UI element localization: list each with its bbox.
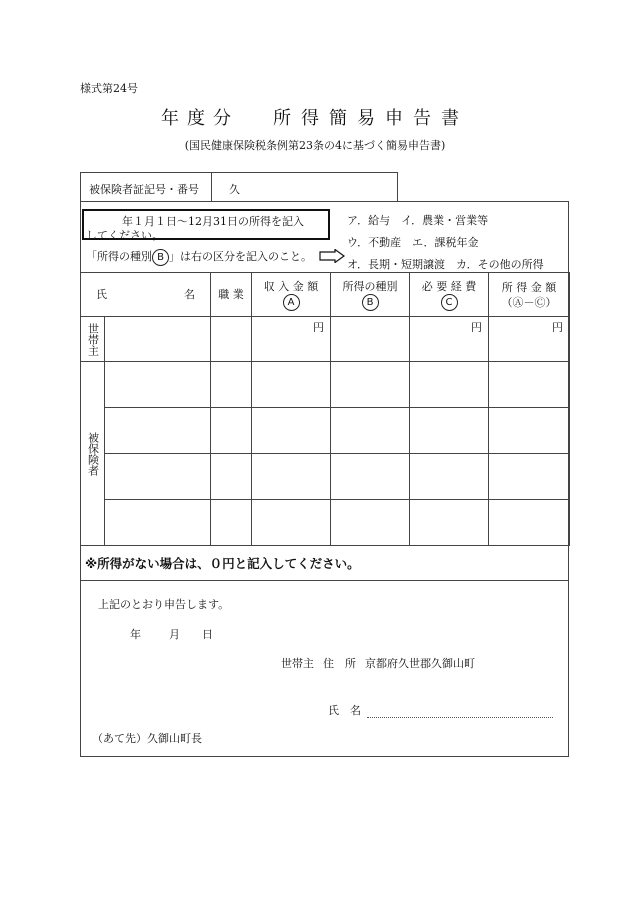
insured-expense-cell[interactable]: [410, 408, 489, 454]
arrow-right-icon: [319, 249, 345, 263]
table-row: [81, 500, 570, 546]
header-name: 氏 名: [81, 273, 211, 317]
instruction-line-2: してください。: [86, 229, 163, 242]
insured-occupation-cell[interactable]: [211, 408, 252, 454]
insured-id-label: 被保険者証記号・番号: [89, 183, 199, 196]
title-fiscal-year: 年度分: [161, 108, 239, 129]
address-line: [281, 655, 475, 671]
householder-amount-cell[interactable]: 円: [489, 317, 570, 362]
insured-kind-cell[interactable]: [331, 408, 410, 454]
householder-name-cell[interactable]: [105, 317, 211, 362]
header-occupation: 職 業: [211, 273, 252, 317]
title-main: 所得簡易申告書: [273, 108, 469, 129]
householder-label: 世帯主: [81, 317, 105, 362]
table-row: [81, 362, 570, 408]
insured-income-cell[interactable]: [252, 362, 331, 408]
circled-b-mark: B: [152, 249, 169, 266]
form-subtitle: (国民健康保険税条例第23条の4に基づく簡易申告書): [184, 139, 446, 152]
insured-amount-cell[interactable]: [489, 408, 570, 454]
header-amount: 所 得 金 額 （Ⓐ－Ⓒ）: [489, 273, 570, 317]
category-line-3: オ．長期・短期譲渡 カ．その他の所得: [347, 258, 544, 271]
householder-occupation-cell[interactable]: [211, 317, 252, 362]
insured-name-cell[interactable]: [105, 454, 211, 500]
insured-amount-cell[interactable]: [489, 362, 570, 408]
circled-a-mark: A: [283, 294, 300, 311]
householder-income-cell[interactable]: 円: [252, 317, 331, 362]
declaration-text: 上記のとおり申告します。: [98, 598, 230, 611]
name-field[interactable]: [367, 706, 553, 718]
instruction-line-1: 年１月１日～12月31日の所得を記入: [122, 215, 304, 228]
insured-income-cell[interactable]: [252, 500, 331, 546]
insured-label: 被保険者: [81, 362, 105, 546]
insured-id-field[interactable]: 久: [229, 183, 240, 196]
insured-expense-cell[interactable]: [410, 500, 489, 546]
householder-kind-cell[interactable]: [331, 317, 410, 362]
circled-b-mark: B: [362, 294, 379, 311]
householder-expense-cell[interactable]: 円: [410, 317, 489, 362]
table-row: [81, 408, 570, 454]
date-line: [130, 626, 213, 642]
form-number: 様式第24号: [80, 82, 138, 95]
insured-occupation-cell[interactable]: [211, 362, 252, 408]
insured-name-cell[interactable]: [105, 500, 211, 546]
date-month-field[interactable]: 月: [169, 628, 180, 641]
no-income-note: ※所得がない場合は、０円と記入してください。: [85, 556, 360, 571]
category-line-1: ア．給与 イ．農業・営業等: [347, 214, 489, 227]
table-header-row: [81, 273, 570, 317]
insured-expense-cell[interactable]: [410, 454, 489, 500]
insured-kind-cell[interactable]: [331, 454, 410, 500]
date-year-field[interactable]: 年: [130, 628, 141, 641]
insured-kind-cell[interactable]: [331, 362, 410, 408]
address-label: 住 所: [323, 657, 356, 670]
name-label: 氏 名: [328, 704, 361, 717]
circled-c-mark: C: [441, 294, 458, 311]
table-row-householder: [81, 317, 570, 362]
insured-occupation-cell[interactable]: [211, 454, 252, 500]
income-kind-note: 「所得の種別 B 」は右の区分を記入のこと。: [86, 248, 312, 266]
insured-income-cell[interactable]: [252, 408, 331, 454]
category-line-2: ウ．不動産 エ．課税年金: [347, 236, 479, 249]
insured-income-cell[interactable]: [252, 454, 331, 500]
signature-line: [328, 702, 553, 718]
date-day-field[interactable]: 日: [202, 628, 213, 641]
address-field[interactable]: 京都府久世郡久御山町: [365, 657, 475, 670]
table-row: [81, 454, 570, 500]
insured-amount-cell[interactable]: [489, 500, 570, 546]
income-table: [80, 272, 570, 546]
header-kind: 所得の種別 B: [331, 273, 410, 317]
divider: [80, 580, 569, 581]
insured-id-box: [80, 172, 398, 202]
insured-occupation-cell[interactable]: [211, 500, 252, 546]
form-title: [0, 104, 630, 130]
insured-name-cell[interactable]: [105, 408, 211, 454]
destination: （あて先）久御山町長: [92, 732, 202, 745]
insured-expense-cell[interactable]: [410, 362, 489, 408]
header-expense: 必 要 経 費 C: [410, 273, 489, 317]
insured-name-cell[interactable]: [105, 362, 211, 408]
header-income: 収 入 金 額 A: [252, 273, 331, 317]
insured-amount-cell[interactable]: [489, 454, 570, 500]
address-role: 世帯主: [281, 657, 314, 670]
instruction-box: [82, 209, 330, 240]
insured-kind-cell[interactable]: [331, 500, 410, 546]
